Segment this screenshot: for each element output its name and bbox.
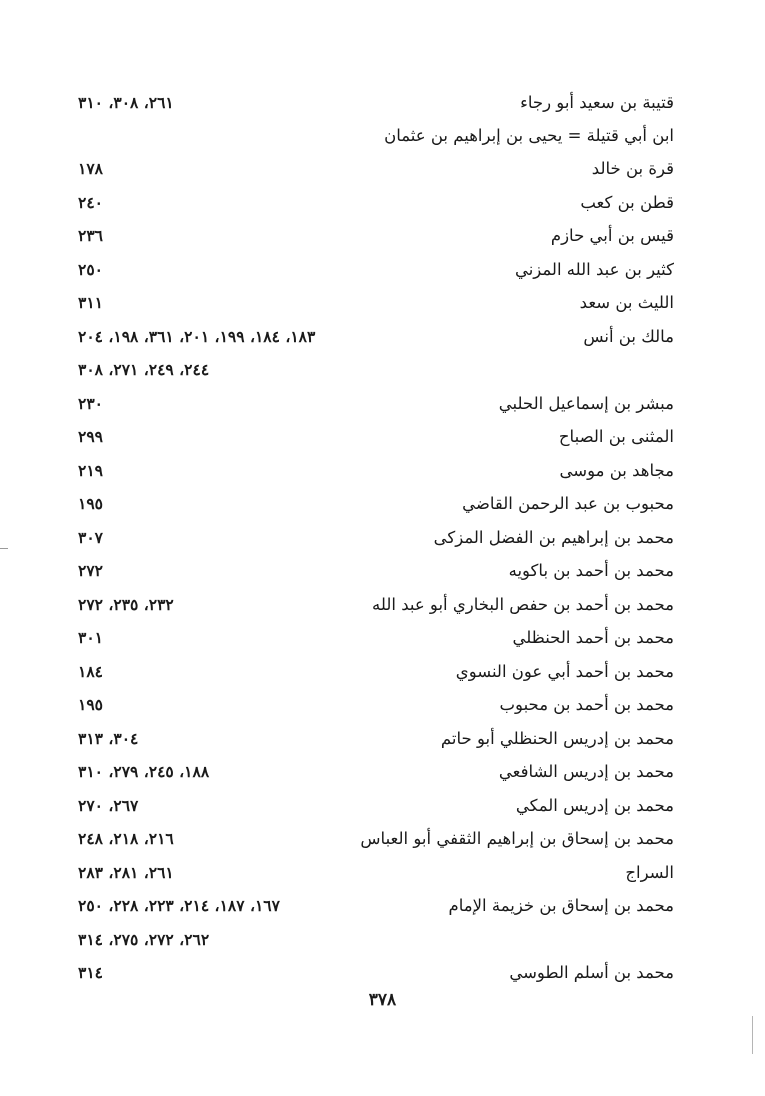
scan-mark-right bbox=[752, 1016, 753, 1054]
entry-pages: ١٦٧، ١٨٧، ٢١٤، ٢٢٣، ٢٢٨، ٢٥٠ bbox=[78, 896, 280, 915]
entry-name: محمد بن أحمد بن محبوب bbox=[499, 695, 674, 714]
index-entry bbox=[78, 958, 674, 992]
index-entry bbox=[78, 255, 674, 289]
entry-name: محمد بن إدريس الحنظلي أبو حاتم bbox=[440, 728, 674, 748]
entry-pages: ٢٧٢ bbox=[78, 561, 103, 580]
entry-pages: ٢٥٠ bbox=[78, 259, 103, 279]
index-entry-continuation bbox=[78, 858, 674, 892]
index-entry bbox=[78, 221, 674, 255]
index-entry bbox=[78, 556, 674, 590]
entry-name: المثنى بن الصباح bbox=[558, 427, 674, 446]
entry-name: مبشر بن إسماعيل الحلبي bbox=[498, 393, 674, 413]
entry-name: محمد بن إسحاق بن إبراهيم الثقفي أبو العباس bbox=[360, 829, 674, 848]
entry-pages: ٢١٦، ٢١٨، ٢٤٨ bbox=[78, 829, 174, 848]
entry-pages: ٢٣٦ bbox=[78, 226, 103, 245]
entry-pages: ٣٠١ bbox=[78, 628, 103, 647]
index-entry bbox=[78, 690, 674, 724]
index-entry bbox=[78, 456, 674, 490]
entry-name: محمد بن أحمد الحنظلي bbox=[512, 628, 674, 647]
entry-name: محمد بن أحمد بن باكويه bbox=[508, 561, 674, 580]
entry-name: محمد بن إدريس الشافعي bbox=[498, 762, 674, 781]
entry-name: ابن أبي قتيلة = يحيى بن إبراهيم بن عثمان bbox=[384, 125, 674, 145]
index-entry bbox=[78, 824, 674, 858]
entry-pages: ١٧٨ bbox=[78, 159, 103, 178]
index-entry bbox=[78, 657, 674, 691]
entry-pages: ١٩٥ bbox=[78, 494, 103, 513]
name-index-list bbox=[78, 88, 674, 993]
entry-name: قتيبة بن سعيد أبو رجاء bbox=[520, 93, 674, 112]
index-entry-continuation bbox=[78, 355, 674, 389]
entry-name: محبوب بن عبد الرحمن القاضي bbox=[462, 494, 674, 513]
index-entry bbox=[78, 489, 674, 523]
entry-name: الليث بن سعد bbox=[579, 293, 674, 312]
entry-pages: ٢٦٧، ٢٧٠ bbox=[78, 795, 139, 815]
entry-name: محمد بن إبراهيم بن الفضل المزكى bbox=[433, 527, 674, 547]
index-entry bbox=[78, 188, 674, 222]
index-entry bbox=[78, 523, 674, 557]
entry-pages: ١٨٤ bbox=[78, 661, 103, 681]
index-entry bbox=[78, 389, 674, 423]
entry-pages: ٣١٤ bbox=[78, 963, 103, 982]
entry-name: قطن بن كعب bbox=[580, 192, 674, 212]
entry-pages: ٢٣٢، ٢٣٥، ٢٧٢ bbox=[78, 594, 174, 614]
index-entry-continuation bbox=[78, 925, 674, 959]
scan-mark-left bbox=[0, 548, 8, 549]
entry-name: السراج bbox=[625, 862, 674, 882]
entry-pages: ٢٦١، ٣٠٨، ٣١٠ bbox=[78, 93, 174, 112]
entry-pages: ٢٦٢، ٢٧٢، ٢٧٥، ٣١٤ bbox=[78, 929, 210, 949]
index-entry bbox=[78, 757, 674, 791]
index-entry bbox=[78, 891, 674, 925]
entry-pages: ٢٤٤، ٢٤٩، ٢٧١، ٣٠٨ bbox=[78, 360, 210, 379]
entry-pages: ٢٣٠ bbox=[78, 393, 103, 413]
entry-name: قرة بن خالد bbox=[591, 159, 674, 178]
index-entry bbox=[78, 88, 674, 122]
entry-name: محمد بن إسحاق بن خزيمة الإمام bbox=[448, 896, 674, 915]
index-entry bbox=[78, 590, 674, 624]
entry-name: قيس بن أبي حازم bbox=[550, 226, 674, 245]
entry-pages: ٣٠٤، ٣١٣ bbox=[78, 728, 139, 748]
entry-name: مجاهد بن موسى bbox=[559, 460, 674, 480]
entry-pages: ٢٦١، ٢٨١، ٢٨٣ bbox=[78, 862, 174, 882]
entry-name: كثير بن عبد الله المزني bbox=[514, 259, 674, 279]
entry-name: محمد بن إدريس المكي bbox=[515, 795, 674, 815]
index-entry bbox=[78, 322, 674, 356]
entry-name: محمد بن أسلم الطوسي bbox=[509, 963, 674, 982]
index-entry bbox=[78, 288, 674, 322]
entry-pages: ٣١١ bbox=[78, 293, 103, 312]
index-entry bbox=[78, 623, 674, 657]
page-number: ٣٧٨ bbox=[368, 990, 397, 1010]
entry-pages: ٢٩٩ bbox=[78, 427, 103, 446]
entry-name: محمد بن أحمد أبي عون النسوي bbox=[455, 661, 674, 681]
entry-pages: ٢٤٠ bbox=[78, 192, 103, 212]
index-entry bbox=[78, 724, 674, 758]
entry-pages: ٣٠٧ bbox=[78, 527, 103, 547]
index-entry bbox=[78, 422, 674, 456]
entry-pages: ١٨٨، ٢٤٥، ٢٧٩، ٣١٠ bbox=[78, 762, 210, 781]
index-entry bbox=[78, 154, 674, 188]
entry-name: مالك بن أنس bbox=[583, 326, 674, 346]
index-entry bbox=[78, 791, 674, 825]
entry-pages: ٢١٩ bbox=[78, 460, 103, 480]
entry-name: محمد بن أحمد بن حفص البخاري أبو عبد الله bbox=[372, 594, 674, 614]
entry-pages: ١٨٣، ١٨٤، ١٩٩، ٢٠١، ٣٦١، ١٩٨، ٢٠٤ bbox=[78, 326, 316, 346]
index-entry bbox=[78, 121, 674, 155]
entry-pages: ١٩٥ bbox=[78, 695, 103, 714]
